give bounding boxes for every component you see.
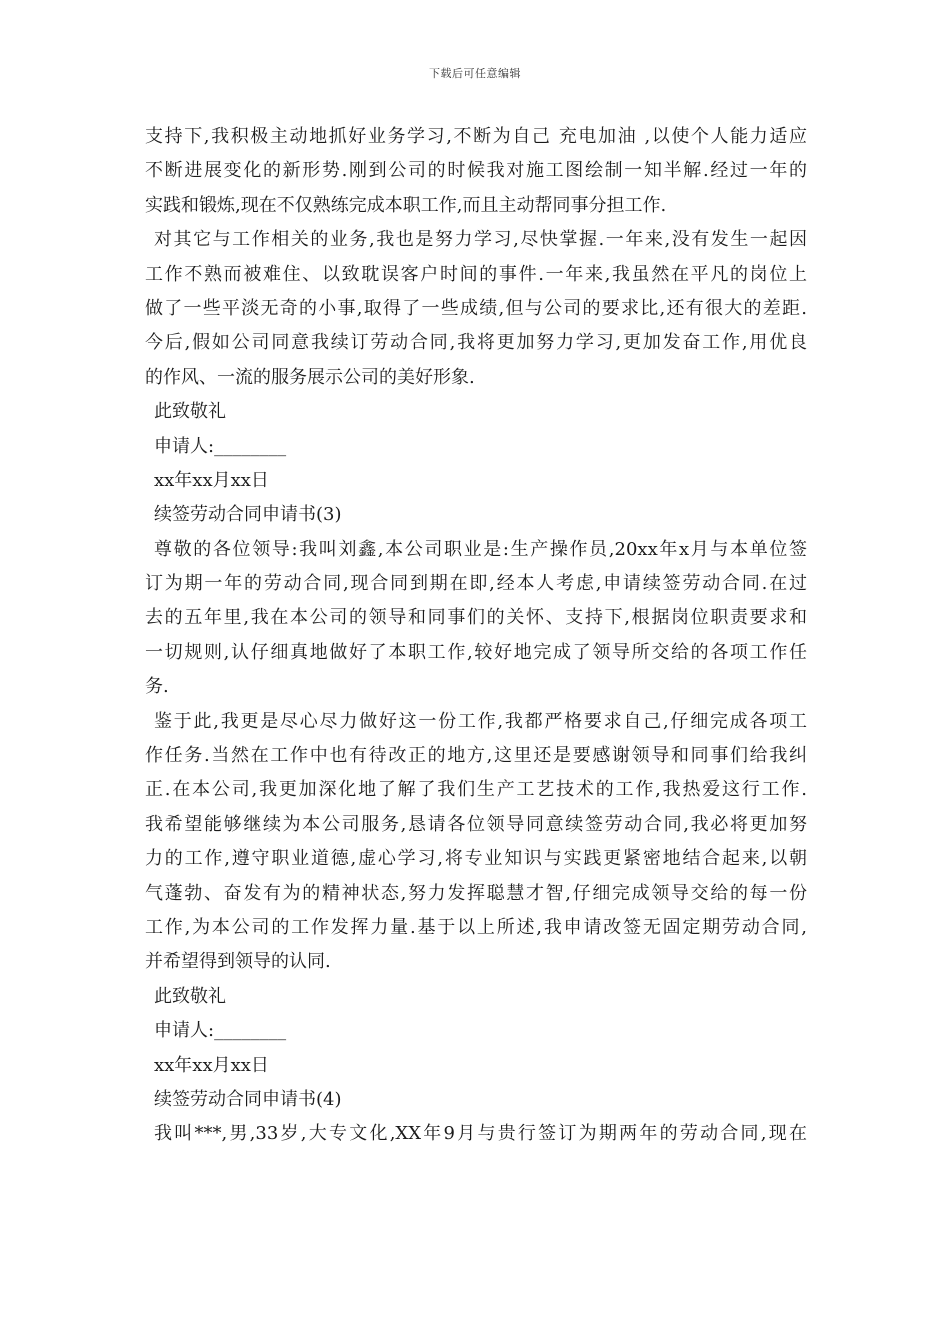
text-line: 务.	[145, 676, 169, 698]
text-line: 尊敬的各位领导:我叫刘鑫,本公司职业是:生产操作员,20xx年x月与本单位签	[154, 538, 807, 560]
text-line: 工作不熟而被难住、以致耽误客户时间的事件.一年来,我虽然在平凡的岗位上	[145, 263, 807, 285]
text-line: 此致敬礼	[154, 401, 226, 423]
text-line: 我希望能够继续为本公司服务,恳请各位领导同意续签劳动合同,我必将更加努	[145, 813, 807, 835]
text-line: 续签劳动合同申请书(4)	[154, 1088, 342, 1110]
text-line: 对其它与工作相关的业务,我也是努力学习,尽快掌握.一年来,没有发生一起因	[154, 229, 807, 251]
text-line: 订为期一年的劳动合同,现合同到期在即,经本人考虑,申请续签劳动合同.在过	[145, 573, 807, 595]
text-line: 气蓬勃、奋发有为的精神状态,努力发挥聪慧才智,仔细完成领导交给的每一份	[145, 882, 807, 904]
text-line: 鉴于此,我更是尽心尽力做好这一份工作,我都严格要求自己,仔细完成各项工	[154, 710, 807, 732]
text-line: 我叫***,男,33岁,大专文化,XX年9月与贵行签订为期两年的劳动合同,现在	[154, 1123, 807, 1145]
text-line: 申请人:________	[154, 435, 287, 457]
text-line: 工作,为本公司的工作发挥力量.基于以上所述,我申请改签无固定期劳动合同,	[145, 916, 807, 938]
text-line: 今后,假如公司同意我续订劳动合同,我将更加努力学习,更加发奋工作,用优良	[145, 332, 807, 354]
text-line: 此致敬礼	[154, 985, 226, 1007]
text-line: 实践和锻炼,现在不仅熟练完成本职工作,而且主动帮同事分担工作.	[145, 194, 667, 216]
text-line: 一切规则,认仔细真地做好了本职工作,较好地完成了领导所交给的各项工作任	[145, 641, 807, 663]
text-line: 申请人:________	[154, 1020, 287, 1042]
document-body	[145, 120, 807, 1152]
text-line: 支持下,我积极主动地抓好业务学习,不断为自己 充电加油 ,以使个人能力适应	[145, 126, 807, 147]
page-header: 下载后可任意编辑	[429, 67, 521, 80]
text-line: 去的五年里,我在本公司的领导和同事们的关怀、支持下,根据岗位职责要求和	[145, 607, 807, 629]
text-line: 力的工作,遵守职业道德,虚心学习,将专业知识与实践更紧密地结合起来,以朝	[145, 848, 807, 870]
text-line: 正.在本公司,我更加深化地了解了我们生产工艺技术的工作,我热爱这行工作.	[145, 779, 807, 801]
text-line: 做了一些平淡无奇的小事,取得了一些成绩,但与公司的要求比,还有很大的差距.	[145, 297, 807, 319]
text-line: 作任务.当然在工作中也有待改正的地方,这里还是要感谢领导和同事们给我纠	[145, 745, 807, 767]
text-line: xx年xx月xx日	[154, 1054, 269, 1076]
text-line: 续签劳动合同申请书(3)	[154, 504, 342, 526]
text-line: 的作风、一流的服务展示公司的美好形象.	[145, 366, 475, 388]
text-line: 不断进展变化的新形势.刚到公司的时候我对施工图绘制一知半解.经过一年的	[145, 160, 807, 182]
text-line: 并希望得到领导的认同.	[145, 951, 331, 973]
text-line: xx年xx月xx日	[154, 469, 269, 491]
